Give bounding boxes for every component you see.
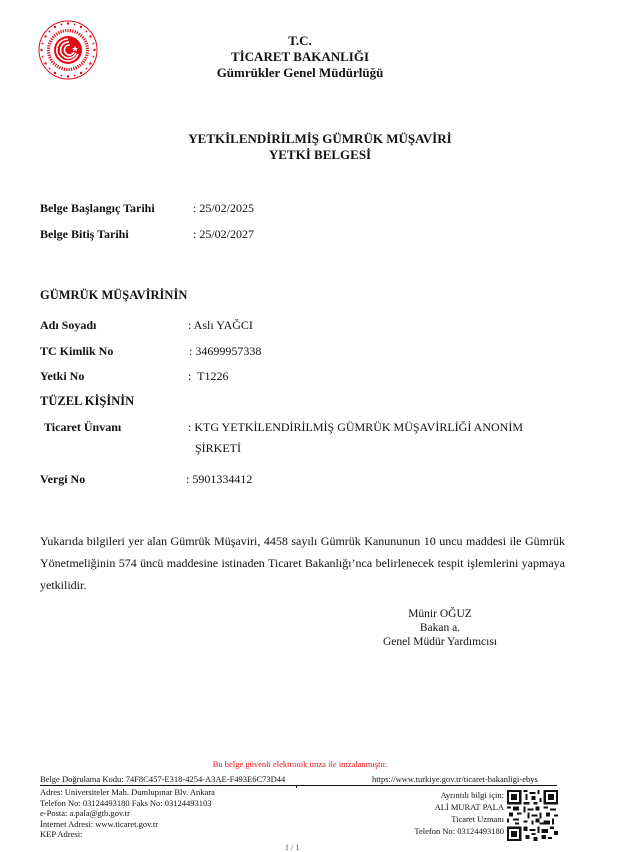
end-date-label: Belge Bitiş Tarihi (40, 227, 129, 241)
ministry-emblem-icon (38, 20, 98, 80)
header-ministry: TİCARET BAKANLIĞI (230, 49, 370, 64)
e-signature-note: Bu belge güvenli elektronik imza ile imzalanmıştır. (212, 759, 388, 769)
document-title (120, 131, 520, 163)
signature-block (355, 607, 525, 649)
start-date-label: Belge Başlangıç Tarihi (40, 201, 155, 215)
title-line-2: YETKİ BELGESİ (268, 147, 372, 162)
footer-contact-left (40, 787, 215, 840)
tc-id-label: TC Kimlik No (40, 344, 114, 358)
verification-url-link[interactable]: https://www.turkiye.gov.tr/ticaret-bakanligi-ebys (372, 774, 538, 784)
contact-info-title: Ayrıntılı bilgi için: (440, 790, 504, 800)
end-date-value: : 25/02/2027 (193, 227, 255, 241)
header-directorate: Gümrükler Genel Müdürlüğü (216, 65, 384, 80)
title-line-1: YETKİLENDİRİLMİŞ GÜMRÜK MÜŞAVİRİ (188, 131, 452, 146)
consultant-heading: GÜMRÜK MÜŞAVİRİNİN (40, 288, 188, 302)
trade-name-value-line-1: : KTG YETKİLENDİRİLMİŞ GÜMRÜK MÜŞAVİRLİĞİ ANONİM (188, 420, 523, 434)
contact-role: Ticaret Uzmanı (451, 814, 504, 824)
header-tc: T.C. (288, 33, 312, 48)
footer-email: e-Posta: a.pala@gtb.gov.tr (40, 808, 130, 818)
contact-phone: Telefon No: 03124493180 (414, 826, 504, 836)
tax-no-label: Vergi No (40, 472, 86, 486)
contact-name: ALİ MURAT PALA (434, 802, 504, 812)
signatory-position: Genel Müdür Yardımcısı (382, 636, 498, 648)
footer-divider (40, 785, 557, 786)
name-label: Adı Soyadı (40, 318, 97, 332)
tc-id-value: : 34699957338 (189, 344, 262, 358)
authorization-statement: Yukarıda bilgileri yer alan Gümrük Müşaviri, 4458 sayılı Gümrük Kanununun 10 uncu maddesi ile Gümrük Yönetmeliğinin 574 üncü maddesine istinaden Ticaret Bakanlığı’nca belirlenecek tespit işlemlerini yapmaya yetkilidir. (40, 534, 565, 592)
footer-kep: KEP Adresi: (40, 829, 83, 839)
trade-name-value-line-2: ŞİRKETİ (195, 441, 241, 455)
footer-divider-tick (296, 785, 297, 788)
ministry-header (200, 33, 400, 81)
license-no-value: : T1226 (188, 369, 229, 383)
name-value: : Aslı YAĞCI (188, 318, 253, 332)
tax-no-value: : 5901334412 (186, 472, 253, 486)
signatory-on-behalf: Bakan a. (419, 622, 461, 634)
qr-code-icon (507, 790, 558, 841)
footer-contact-right (414, 789, 504, 837)
legal-entity-heading: TÜZEL KİŞİNİN (40, 394, 135, 408)
trade-name-label: Ticaret Ünvanı (44, 420, 122, 434)
verification-code: Belge Doğrulama Kodu: 74F8C457-E318-4254-A3AE-F493E6C73D44 (40, 774, 286, 784)
license-no-label: Yetki No (40, 369, 85, 383)
page-number: 1 / 1 (285, 843, 300, 852)
start-date-value: : 25/02/2025 (193, 201, 255, 215)
signatory-name: Münir OĞUZ (408, 608, 472, 620)
footer-address: Adres: Universiteler Mah. Dumlupınar Blv. Ankara (40, 787, 215, 797)
footer-website: İnternet Adresi: www.ticaret.gov.tr (40, 818, 159, 829)
footer-phone-fax: Telefon No: 03124493180 Faks No: 03124493103 (40, 797, 212, 808)
